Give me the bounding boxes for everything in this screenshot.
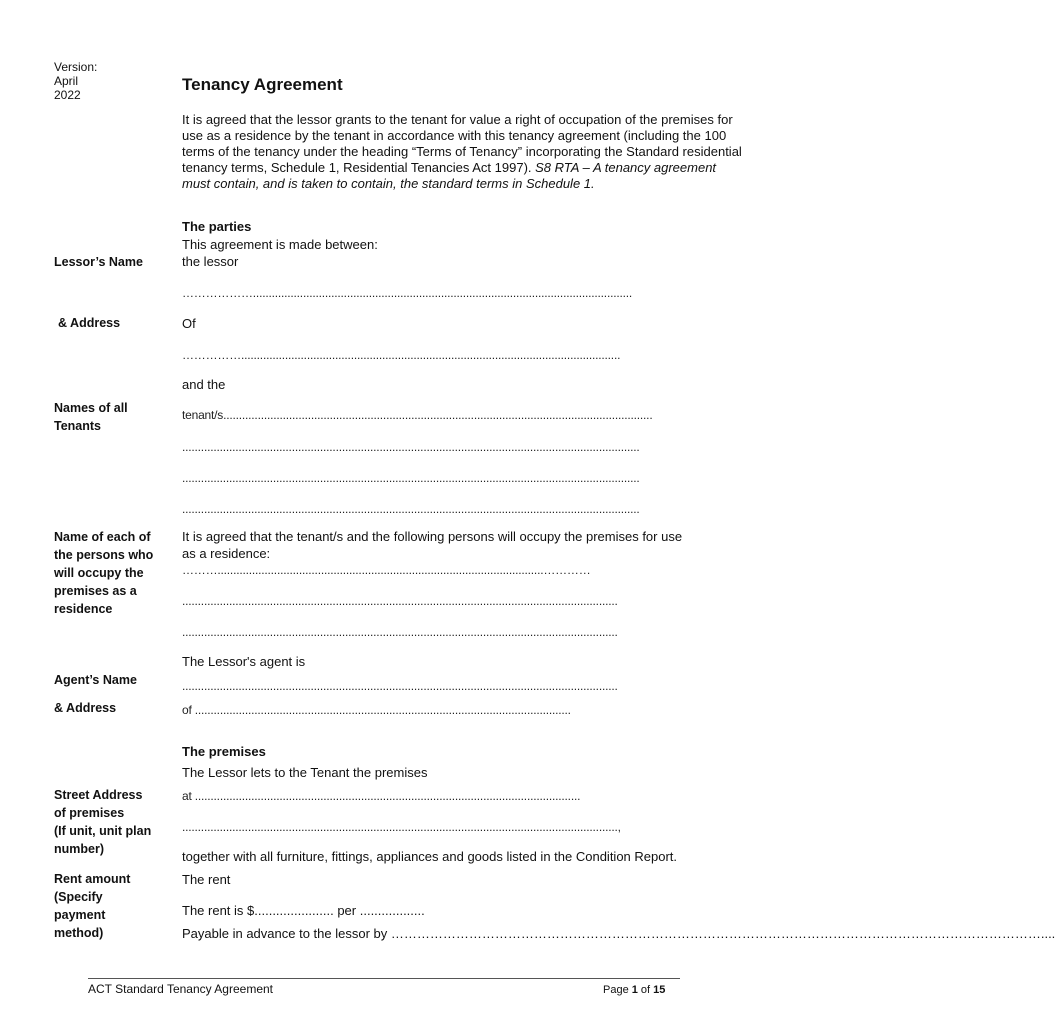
page-current: 1: [631, 984, 638, 996]
agent-name-field[interactable]: ...........................................................................................................................................: [182, 679, 618, 693]
agent-address-label: & Address: [54, 701, 117, 715]
street-address-label-line: Street Address: [54, 788, 143, 802]
rent-label-line: (Specify: [54, 890, 103, 904]
occupants-label: [54, 528, 153, 618]
tenants-field-line-2[interactable]: ..................................................................................................................................................: [182, 440, 640, 454]
occupants-text-2: as a residence:: [182, 546, 271, 561]
payment-method-field[interactable]: Payable in advance to the lessor by ……………………………………………………………………………………………………………………………………....: [182, 926, 1055, 941]
rent-amount-label: [54, 870, 130, 942]
lessor-name-field[interactable]: ……………….........................................................................................................................: [182, 286, 633, 300]
occupants-label-line: premises as a: [54, 584, 137, 598]
the-rent-text: The rent: [182, 872, 231, 887]
the-lessor-text: the lessor: [182, 254, 239, 269]
footer-divider: [88, 978, 680, 979]
of-text: Of: [182, 316, 196, 331]
occupants-text-1: It is agreed that the tenant/s and the following persons will occupy the premises for use: [182, 529, 683, 544]
tenants-field-line-4[interactable]: ..................................................................................................................................................: [182, 502, 640, 516]
footer-title: ACT Standard Tenancy Agreement: [88, 982, 274, 996]
occupants-label-line: will occupy the: [54, 566, 144, 580]
rent-label-line: payment: [54, 908, 106, 922]
premises-address-field[interactable]: at ...........................................................................................................................: [182, 789, 581, 803]
occupants-field-1[interactable]: ………........................................................................................................…………: [182, 563, 591, 577]
page-of: of: [637, 984, 654, 996]
premises-lets-text: The Lessor lets to the Tenant the premises: [182, 765, 428, 780]
made-between-text: This agreement is made between:: [182, 237, 378, 252]
tenants-field[interactable]: tenant/s.........................................................................................................................................: [182, 408, 653, 422]
lessor-address-field[interactable]: …………….........................................................................................................................: [182, 348, 621, 362]
premises-address-field-2[interactable]: ...........................................................................................................................................,: [182, 820, 621, 834]
page-prefix: Page: [603, 984, 632, 996]
and-the-text: and the: [182, 377, 226, 392]
version-label: Version:: [54, 60, 98, 74]
version-block: [54, 60, 97, 102]
intro-paragraph: [182, 112, 742, 192]
rent-label-line: method): [54, 926, 104, 940]
agent-intro-text: The Lessor's agent is: [182, 654, 306, 669]
occupants-label-line: residence: [54, 602, 113, 616]
lessor-address-label: & Address: [58, 316, 121, 330]
rent-amount-field[interactable]: The rent is $...................... per ..................: [182, 903, 425, 918]
tenants-field-line-3[interactable]: ..................................................................................................................................................: [182, 471, 640, 485]
furniture-text: together with all furniture, fittings, appliances and goods listed in the Condition Report.: [182, 849, 678, 864]
street-address-label: [54, 786, 151, 858]
intro-text: It is agreed that the lessor grants to the tenant for value a right of occupation of the premises for use as a residence by the tenant in accordance with this tenancy agreement (including the 100 terms of the tenancy under the heading “Terms of Tenancy” incorporating the Standard residential tenancy terms, Schedule 1, Residential Tenancies Act 1997).: [182, 112, 742, 175]
lessor-name-label: Lessor’s Name: [54, 255, 143, 269]
version-month: April: [54, 74, 79, 88]
street-address-label-line: of premises: [54, 806, 125, 820]
street-address-label-line: number): [54, 842, 104, 856]
page-number: [603, 984, 665, 998]
parties-heading: The parties: [182, 219, 252, 234]
occupants-field-3[interactable]: ...........................................................................................................................................: [182, 625, 618, 639]
document-title: Tenancy Agreement: [182, 75, 343, 94]
page-total: 15: [653, 984, 666, 996]
tenants-label-line-1: Names of all: [54, 401, 128, 415]
agent-address-field[interactable]: of ........................................................................................................................: [182, 703, 571, 717]
tenants-label-line-2: Tenants: [54, 419, 101, 433]
occupants-label-line: Name of each of: [54, 530, 151, 544]
tenants-label: [54, 399, 128, 435]
occupants-field-2[interactable]: ...........................................................................................................................................: [182, 594, 618, 608]
intro-italic-note: S8 RTA – A tenancy agreement must contain, and is taken to contain, the standard terms in Schedule 1.: [182, 160, 717, 191]
occupants-label-line: the persons who: [54, 548, 154, 562]
agent-name-label: Agent’s Name: [54, 673, 137, 687]
version-year: 2022: [54, 88, 81, 102]
premises-heading: The premises: [182, 744, 266, 759]
street-address-label-line: (If unit, unit plan: [54, 824, 152, 838]
rent-label-line: Rent amount: [54, 872, 131, 886]
